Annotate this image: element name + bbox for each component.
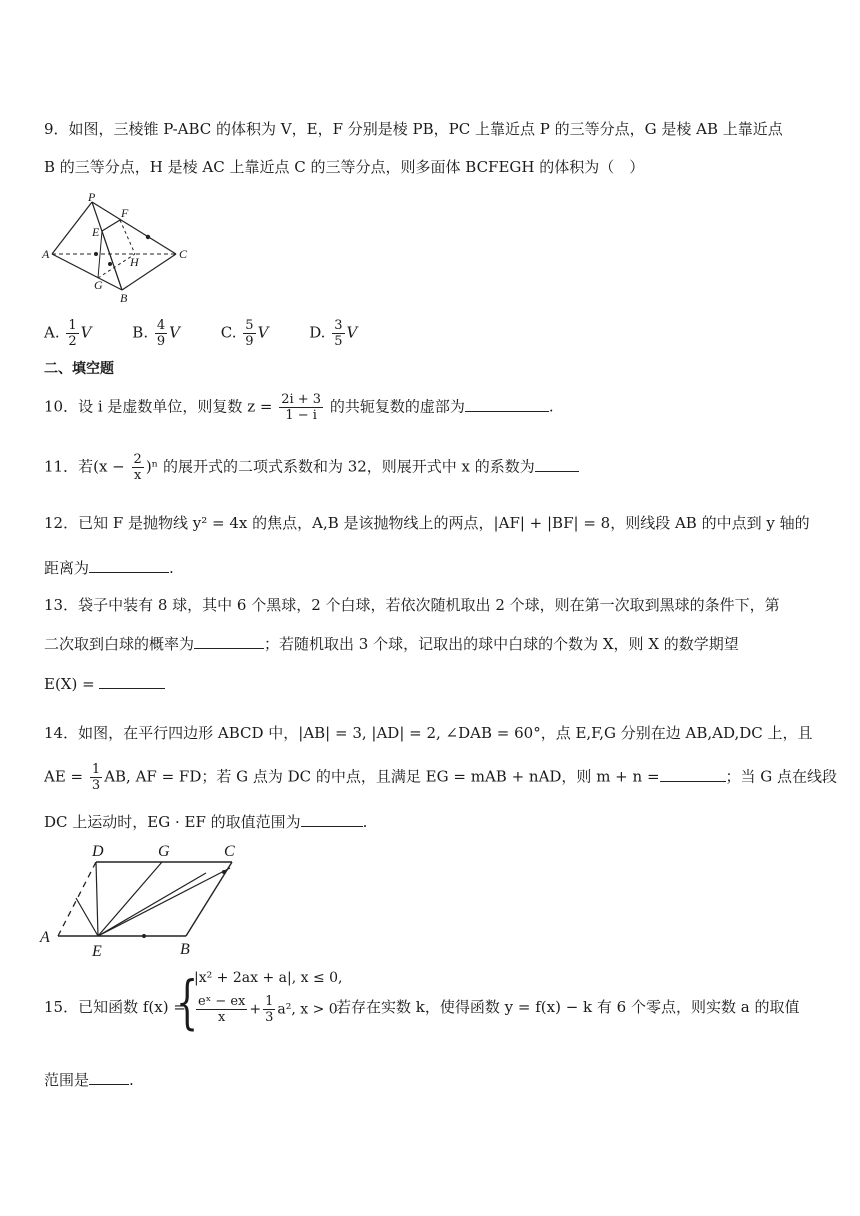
q14-line2: AE = $\frac{1}{3}$ AB, AF = FD；若 G 点为 DC 的中点，且满足 EG = mAB + nAD，则 m + n = ；当 G 点在线段 (44, 762, 838, 793)
option-b[interactable]: B. $\frac{4}{9}$ V (132, 318, 180, 349)
label-P: P (88, 190, 96, 204)
label-E: E (92, 225, 100, 239)
q15-case2: $\frac{\text{eˣ − ex}}{x}$ + $\frac{1}{3}$ a², x > 0. (198, 994, 343, 1025)
q13-line3: E(X) = (44, 672, 830, 695)
q10-answer-blank[interactable] (465, 395, 549, 412)
q13-line2: 二次取到白球的概率为 ；若随机取出 3 个球，记取出的球中白球的个数为 X，则 X 的数学期望 (44, 632, 830, 655)
q12-line1: 12．已知 F 是抛物线 y² = 4x 的焦点，A,B 是该抛物线上的两点，|AF| + |BF| = 8，则线段 AB 的中点到 y 轴的 (44, 514, 810, 532)
q10: 10．设 i 是虚数单位，则复数 z = $\frac{2i + 3}{1 - i}$ 的共轭复数的虚部为 . (44, 392, 554, 423)
q13-answer-blank-2[interactable] (99, 672, 165, 689)
option-a[interactable]: A. $\frac{1}{2}$ V (44, 318, 92, 349)
label-F: F (121, 206, 129, 220)
label-H: H (130, 255, 139, 269)
label-G: G (94, 278, 103, 292)
label-D: D (92, 843, 104, 860)
label-A: A (42, 247, 50, 261)
q15-answer-blank[interactable] (89, 1068, 129, 1085)
q12-line2: 距离为 . (44, 556, 830, 579)
label-B: B (120, 291, 128, 305)
q11-answer-blank[interactable] (535, 455, 579, 472)
label-C: C (224, 843, 235, 860)
q15-case1: |x² + 2ax + a|, x ≤ 0, (194, 970, 343, 986)
label-B: B (180, 941, 190, 958)
q9-options (44, 318, 830, 349)
q14-parallelogram-figure (36, 838, 256, 962)
section-fill-in-blank: 二、填空题 (44, 361, 114, 377)
q14-line1: 14．如图，在平行四边形 ABCD 中，|AB| = 3, |AD| = 2, ∠DAB = 60°，点 E,F,G 分别在边 AB,AD,DC 上，且 (44, 724, 813, 742)
q13-answer-blank-1[interactable] (194, 632, 264, 649)
q9-line1: 9．如图，三棱锥 P-ABC 的体积为 V，E，F 分别是棱 PB，PC 上靠近点 P 的三等分点，G 是棱 AB 上靠近点 (44, 120, 783, 138)
q14-line3: DC 上运动时，EG · EF 的取值范围为 . (44, 810, 830, 833)
option-d[interactable]: D. $\frac{3}{5}$ V (309, 318, 358, 349)
q14-answer-blank-1[interactable] (660, 765, 726, 782)
q15-line2: 范围是 . (44, 1068, 830, 1091)
option-c[interactable]: C. $\frac{5}{9}$ V (220, 318, 269, 349)
q13-line1: 13．袋子中装有 8 球，其中 6 个黑球，2 个白球，若依次随机取出 2 个球，则在第一次取到黑球的条件下，第 (44, 596, 780, 614)
q9-line2: B 的三等分点，H 是棱 AC 上靠近点 C 的三等分点，则多面体 BCFEGH 的体积为（ ） (44, 158, 645, 176)
q9-tetrahedron-figure (40, 190, 200, 305)
label-C: C (179, 247, 188, 261)
q15-pre: 15．已知函数 f(x) = (44, 998, 186, 1016)
q15-brace: { (176, 968, 199, 1036)
q12-answer-blank[interactable] (89, 556, 169, 573)
q11: 11．若(x − $\frac{2}{x}$ )ⁿ 的展开式的二项式系数和为 32，则展开式中 x 的系数为 (44, 452, 830, 483)
label-E: E (92, 943, 102, 960)
label-G: G (158, 843, 170, 860)
label-A: A (40, 929, 50, 946)
q14-answer-blank-2[interactable] (301, 810, 363, 827)
q15-post: 若存在实数 k，使得函数 y = f(x) − k 有 6 个零点，则实数 a 的取值 (336, 998, 800, 1016)
